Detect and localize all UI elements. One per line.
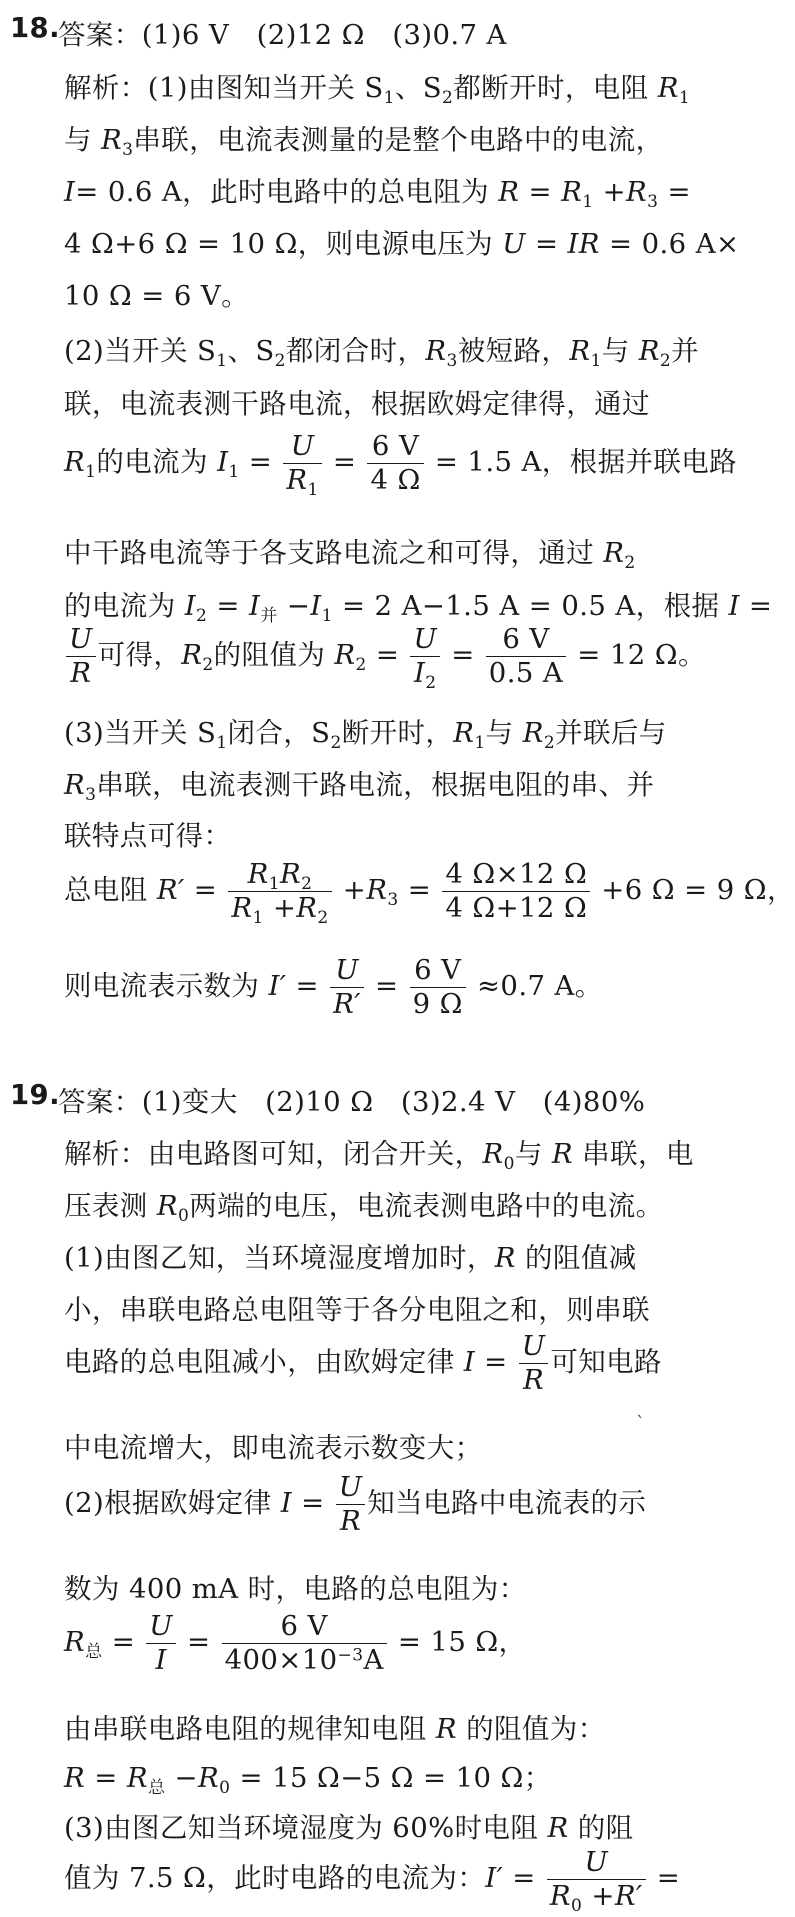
text-line: (2)当开关 $S_1$、$S_2$都闭合时，$R_3$被短路，$R_1$与 $R_2$并 <box>64 335 700 371</box>
answer-label: 答案： <box>58 1086 142 1118</box>
formula-line: 则电流表示数为 I′ = $\frac{U}{R'}$ = $\frac{6 V}{9 \Omega}$ ≈0.7 A。 <box>64 954 603 1020</box>
question-number: 18. <box>10 12 60 44</box>
answer-label: 答案： <box>58 19 142 51</box>
text-line: 小，串联电路总电阻等于各分电阻之和，则串联 <box>64 1294 650 1326</box>
formula-line: $R_总$ = $\frac{U}{I}$ = $\frac{6 V}{400\times 10^{-3}A}$ = 15 Ω， <box>64 1610 527 1676</box>
answer-2: (2)10 Ω <box>265 1086 374 1118</box>
text-line: 联特点可得： <box>64 820 232 852</box>
q19-answer-line <box>0 1079 685 1119</box>
fraction: $\frac{U}{R_0 +R'}$ <box>547 1846 646 1913</box>
text-line: 压表测 $R_0$两端的电压，电流表测电路中的电流。 <box>64 1190 664 1226</box>
text-line: (3)由图乙知当环境湿度为 60%时电阻 R 的阻 <box>64 1812 634 1844</box>
answer-3: (3)0.7 A <box>392 19 507 51</box>
answer-4: (4)80% <box>542 1086 646 1118</box>
fraction: $\frac{6 V}{9 \Omega}$ <box>410 954 466 1021</box>
text-line: 中电流增大，即电流表示数变大； <box>64 1432 483 1464</box>
answer-2: (2)12 Ω <box>256 19 365 51</box>
text-line: 与 $R_3$串联，电流表测量的是整个电路中的电流， <box>64 124 664 160</box>
fraction: $\frac{R_1R_2}{R_1 +R_2}$ <box>228 858 331 925</box>
fraction: $\frac{6 V}{0.5 A}$ <box>486 623 566 690</box>
fraction: $\frac{6 V}{400\times 10^{-3}A}$ <box>222 1610 387 1677</box>
text-line: 10 Ω = 6 V。 <box>64 280 250 312</box>
analysis-label: 解析： <box>64 72 148 104</box>
answer-3: (3)2.4 V <box>400 1086 516 1118</box>
fraction: $\frac{U}{R}$ <box>336 1471 366 1538</box>
text-line: (1)由图乙知，当环境湿度增加时，R 的阻值减 <box>64 1242 637 1274</box>
text-line: $R_3$串联，电流表测干路电流，根据电阻的串、并 <box>64 769 655 805</box>
answer-1: (1)变大 <box>141 1086 238 1118</box>
text-line: 的电流为 $I_2 = I_并 -I_1 = 2$ A−1.5 A = 0.5 A，根据 I = <box>64 590 773 626</box>
text-line: $R = R_总 -R_0 = 15$ Ω−5 Ω = 10 Ω； <box>64 1762 552 1798</box>
question-number: 19. <box>10 1079 60 1111</box>
stray-mark: ` <box>636 1413 645 1434</box>
fraction: $\frac{U}{I_2}$ <box>410 623 440 690</box>
formula-line: 值为 7.5 Ω，此时电路的电流为：I′ = $\frac{U}{R_0 +R'}$ = <box>64 1846 681 1916</box>
formula-line: $R_1$的电流为 $I_1$ = $\frac{U}{R_1}$ = $\frac{6 V}{4 \Omega}$ = 1.5 A，根据并联电路 <box>64 430 738 500</box>
fraction: $\frac{6 V}{4 \Omega}$ <box>367 430 423 497</box>
fraction: $\frac{U}{R'}$ <box>330 954 364 1021</box>
text-line: (3)当开关 $S_1$闭合，$S_2$断开时，$R_1$与 $R_2$并联后与 <box>64 717 667 753</box>
analysis-label: 解析： <box>64 1138 148 1170</box>
text-line: 由串联电路电阻的规律知电阻 R 的阻值为： <box>64 1713 606 1745</box>
text-line: 解析：由电路图可知，闭合开关，$R_0$与 R 串联，电 <box>64 1138 694 1174</box>
fraction: $\frac{U}{R}$ <box>519 1330 549 1397</box>
text-line: 解析：(1)由图知当开关 $S_1$、$S_2$都断开时，电阻 $R_1$ <box>64 72 691 108</box>
formula-line: 电路的总电阻减小，由欧姆定律 I = $\frac{U}{R}$ 可知电路 <box>64 1330 662 1396</box>
formula-line: $\frac{U}{R}$ 可得，$R_2$的阻值为 $R_2$ = $\frac{U}{I_2}$ = $\frac{6 V}{0.5 A}$ = 12 Ω。 <box>0 623 749 690</box>
text-line: 4 Ω+6 Ω = 10 Ω，则电源电压为 U = IR = 0.6 A× <box>64 228 740 260</box>
text-line: 数为 400 mA 时，电路的总电阻为： <box>64 1573 527 1605</box>
text-line: I= 0.6 A，此时电路中的总电阻为 $R = R_1 +R_3$ = <box>64 176 691 212</box>
fraction: $\frac{U}{R_1}$ <box>283 430 321 497</box>
q18-answer-line <box>0 12 685 52</box>
fraction: $\frac{U}{R}$ <box>66 623 96 690</box>
text-line: 联，电流表测干路电流，根据欧姆定律得，通过 <box>64 388 650 420</box>
fraction: $\frac{U}{I}$ <box>146 1610 176 1677</box>
formula-line: 总电阻 R′ = $\frac{R_1R_2}{R_1 +R_2}$ $+R_3$ = $\frac{4 \Omega\times 12 \Omega}{4 \Omega+12 \Omega}$ +6 Ω = 9 Ω， <box>64 858 795 928</box>
fraction: $\frac{4 \Omega\times 12 \Omega}{4 \Omega+12 \Omega}$ <box>442 858 590 925</box>
text-line: 中干路电流等于各支路电流之和可得，通过 $R_2$ <box>64 537 636 573</box>
formula-line: (2)根据欧姆定律 I = $\frac{U}{R}$ 知当电路中电流表的示 <box>64 1471 647 1537</box>
answer-1: (1)6 V <box>141 19 230 51</box>
